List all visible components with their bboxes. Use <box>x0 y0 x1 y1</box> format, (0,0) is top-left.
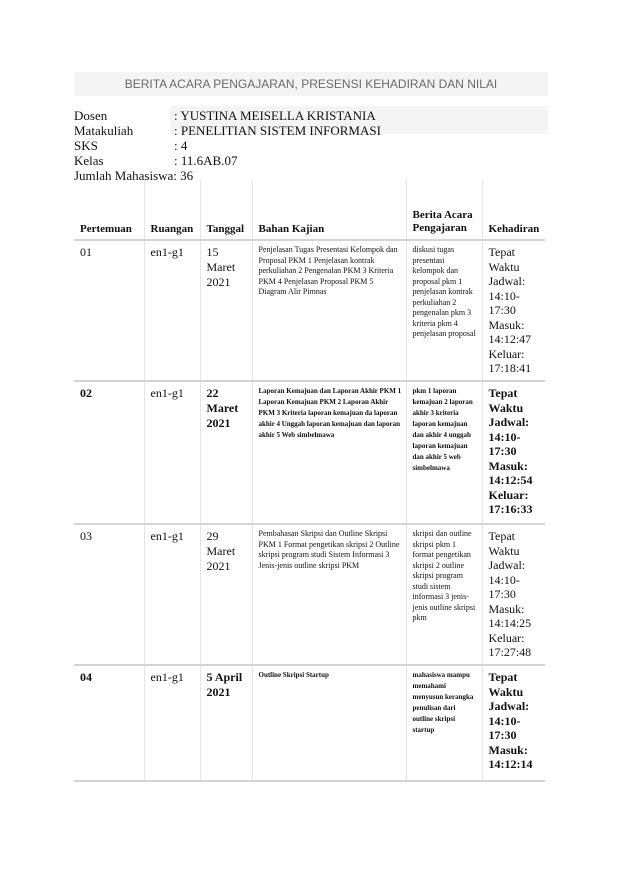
info-label: Kelas <box>74 153 104 168</box>
cell-pertemuan: 02 <box>74 381 144 524</box>
info-value: : 4 <box>174 138 188 153</box>
cell-berita-acara: diskusi tugas presentasi kelompok dan proposal pkm 1 penjelasan kontrak perkuliahan 2 pengenalan pkm 3 kriteria pkm 4 penjelasan proposal <box>406 240 482 381</box>
table-row <box>74 665 545 781</box>
header-bahan-kajian: Bahan Kajian <box>252 180 406 240</box>
cell-pertemuan: 01 <box>74 240 144 381</box>
info-row-sks <box>74 138 381 153</box>
table-row <box>74 240 545 381</box>
cell-ruangan: en1-g1 <box>144 524 200 665</box>
cell-bahan-kajian: Pembahasan Skripsi dan Outline Skripsi PKM 1 Format pengetikan skripsi 2 Outline skripsi program studi Sistem Informasi 3 Jenis-jenis outline skripsi PKM <box>252 524 406 665</box>
cell-tanggal: 15 Maret 2021 <box>200 240 252 381</box>
header-kehadiran: Kehadiran <box>488 223 540 235</box>
cell-kehadiran: Tepat Waktu Jadwal: 14:10-17:30 Masuk: 14:12:54 Keluar: 17:16:33 <box>488 386 533 516</box>
table-row <box>74 381 545 524</box>
attendance-table <box>74 180 545 782</box>
info-value: : 11.6AB.07 <box>174 153 238 168</box>
cell-pertemuan: 04 <box>74 665 144 781</box>
info-value: : PENELITIAN SISTEM INFORMASI <box>174 123 381 138</box>
course-info <box>74 108 381 183</box>
cell-tanggal: 5 April 2021 <box>200 665 252 781</box>
cell-ruangan: en1-g1 <box>144 665 200 781</box>
cell-bahan-kajian: Penjelasan Tugas Presentasi Kelompok dan Proposal PKM 1 Penjelasan kontrak perkuliahan 2 Pengenalan PKM 3 Kriteria PKM 4 Penjelasan Proposal PKM 5 Diagram Alir Pimnas <box>252 240 406 381</box>
table-header-row <box>74 180 545 240</box>
cell-tanggal: 22 Maret 2021 <box>200 381 252 524</box>
cell-berita-acara: pkm 1 laporan kemajuan 2 laporan akhir 3 kriteria laporan kemajuan dan akhir 4 unggah laporan kemajuan dan akhir 5 web simbelmawa <box>406 381 482 524</box>
info-row-dosen <box>74 108 381 123</box>
cell-berita-acara: skripsi dan outline skripsi pkm 1 format pengetikan skripsi 2 outline skripsi program studi sistem informasi 3 jenis-jenis outline skripsi pkm <box>406 524 482 665</box>
info-row-kelas <box>74 153 381 168</box>
table-row <box>74 524 545 665</box>
header-tanggal: Tanggal <box>200 180 252 240</box>
cell-pertemuan: 03 <box>74 524 144 665</box>
cell-tanggal: 29 Maret 2021 <box>200 524 252 665</box>
header-ruangan: Ruangan <box>144 180 200 240</box>
cell-ruangan: en1-g1 <box>144 381 200 524</box>
cell-bahan-kajian: Outline Skripsi Startup <box>252 665 406 781</box>
cell-bahan-kajian: Laporan Kemajuan dan Laporan Akhir PKM 1 Laporan Kemajuan PKM 2 Laporan Akhir PKM 3 Kriteria laporan kemajuan da laporan akhir 4 Unggah laporan kemajuan dan laporan akhir 5 Web simbelmawa <box>252 381 406 524</box>
header-berita-acara: Berita Acara Pengajaran <box>406 180 482 240</box>
info-label: Dosen <box>74 108 108 123</box>
info-row-matakuliah <box>74 123 381 138</box>
cell-kehadiran: Tepat Waktu Jadwal: 14:10-17:30 Masuk: 14:14:25 Keluar: 17:27:48 <box>488 529 532 659</box>
cell-berita-acara: mahasiswa mampu memahami menyusun kerangka penulisan dari outline skripsi startup <box>406 665 482 781</box>
info-value: : 36 <box>173 168 194 183</box>
cell-kehadiran: Tepat Waktu Jadwal: 14:10-17:30 Masuk: 14:12:47 Keluar: 17:18:41 <box>488 245 532 375</box>
header-pertemuan: Pertemuan <box>74 180 144 240</box>
info-label: Matakuliah <box>74 123 134 138</box>
document-title: BERITA ACARA PENGAJARAN, PRESENSI KEHADIRAN DAN NILAI <box>74 72 548 96</box>
info-value: : YUSTINA MEISELLA KRISTANIA <box>174 108 376 123</box>
cell-ruangan: en1-g1 <box>144 240 200 381</box>
info-label: Jumlah Mahasiswa <box>74 168 174 183</box>
cell-kehadiran: Tepat Waktu Jadwal: 14:10-17:30 Masuk: 14:12:14 <box>488 670 533 771</box>
info-label: SKS <box>74 138 98 153</box>
